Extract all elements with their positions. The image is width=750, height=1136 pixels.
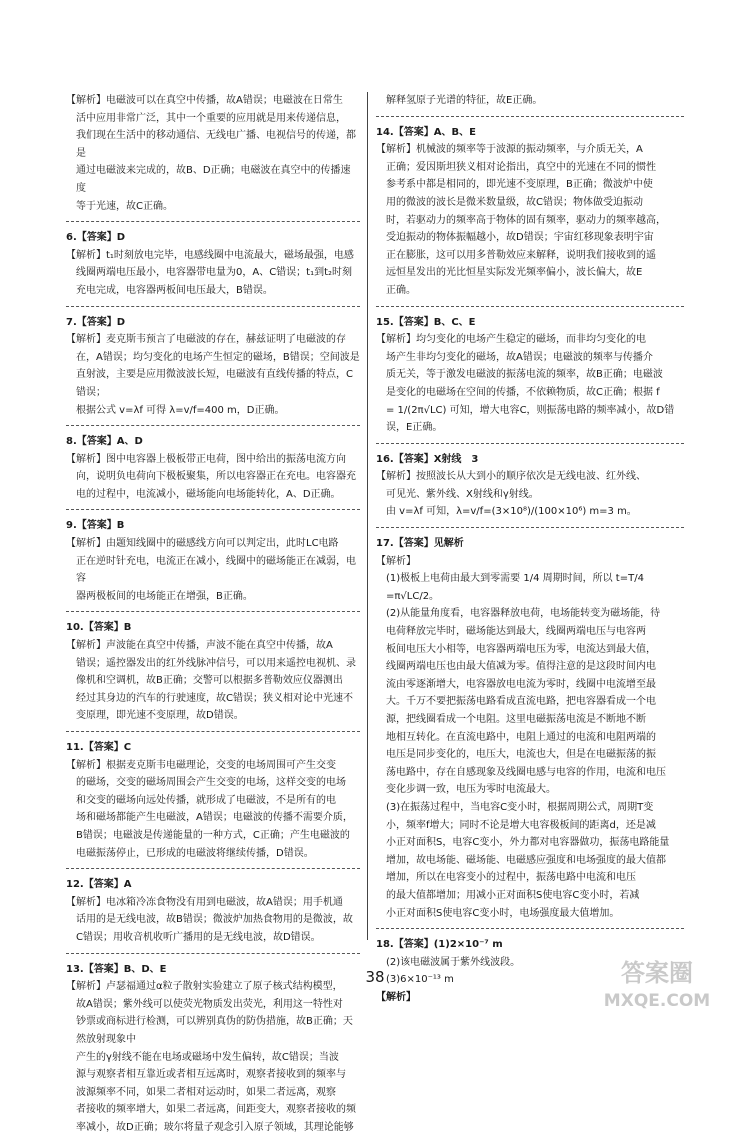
text-line: 向，说明负电荷向下极板聚集，所以电容器正在充电。电容器充 xyxy=(76,471,356,483)
text-line: 【解析】按照波长从大到小的顺序依次是无线电波、红外线、 xyxy=(376,471,646,483)
text-line: 产生的γ射线不能在电场或磁场中发生偏转，故C错误；当波 xyxy=(76,1051,339,1063)
entry xyxy=(66,517,360,605)
text-line: 小，频率f增大；同时不论是增大电容极板间的距离d，还是减 xyxy=(386,819,656,831)
answer-label: 17.【答案】见解析 xyxy=(376,538,464,550)
formula-line: (1)极板上电荷由最大到零需要 1/4 周期时间，所以 t=T/4 xyxy=(386,573,644,585)
text-line: 变化步调一致，电压为零时电流最大。 xyxy=(386,784,556,796)
dashed-separator xyxy=(376,527,684,528)
text-line: 【解析】麦克斯韦预言了电磁波的存在，赫兹证明了电磁波的存 xyxy=(66,334,346,346)
text-line: 的磁场，交变的磁场周围会产生交变的电场，这样交变的电场 xyxy=(76,777,346,789)
answer-label: 6.【答案】D xyxy=(66,232,126,244)
text-line: 受迫振动的物体振幅越小，故D错误；宇宙红移现象表明宇宙 xyxy=(386,232,654,244)
text-line: 【解析】 xyxy=(376,555,416,567)
text-line: 等于光速，故C正确。 xyxy=(76,200,173,212)
text-line: 增加，故电场能、磁场能、电磁感应强度和电场强度的最大值都 xyxy=(386,854,666,866)
text-line: 电压是同步变化的，电压大，电流也大，但是在电磁振荡的振 xyxy=(386,749,656,761)
text-line: 通过电磁波来完成的，故B、D正确；电磁波在真空中的传播速度 xyxy=(76,165,351,194)
analysis-label: 【解析】 xyxy=(376,991,416,1003)
page-number: 38 xyxy=(365,968,385,986)
text-line: 充电完成，电容器两板间电压最大，B错误。 xyxy=(76,284,273,296)
entry xyxy=(66,314,360,420)
entry xyxy=(66,619,360,725)
text-line: 正在逆时针充电，电流正在减小，线圈中的磁场能正在减弱，电容 xyxy=(76,555,356,585)
text-line: 正确；爱因斯坦狭义相对论指出，真空中的光速在不同的惯性 xyxy=(386,161,656,173)
text-line: 线圈两端电压最小，电容器带电量为0，A、C错误；t₁到t₂时刻 xyxy=(76,267,353,279)
entry xyxy=(66,433,360,503)
dashed-separator xyxy=(66,611,360,612)
dashed-separator xyxy=(66,425,360,426)
dashed-separator xyxy=(376,306,684,307)
text-line: 率减小，故D正确；玻尔将量子观念引入原子领域，其理论能够 xyxy=(76,1121,354,1133)
text-line: 器两极板间的电场能正在增强，B正确。 xyxy=(76,590,253,602)
text-line: 小正对面积S，电容C变小，外力都对电容器做功，振荡电路能量 xyxy=(386,837,670,849)
text-line: 【解析】图中电容器上极板带正电荷，图中给出的振荡电流方向 xyxy=(66,453,346,465)
text-line: 荡电路中，存在自感现象及线圈电感与电容的作用，电流和电压 xyxy=(386,766,666,778)
entry xyxy=(376,92,684,110)
dashed-separator xyxy=(376,443,684,444)
text-line: 【解析】机械波的频率等于波源的振动频率，与介质无关，A xyxy=(376,144,643,156)
column-divider xyxy=(367,92,368,940)
text-line: 钞票或商标进行检测，可以辨别真伪的防伪措施，故B正确；天然放射现象中 xyxy=(76,1016,353,1045)
text-line: 在，A错误；均匀变化的电场产生恒定的磁场，B错误；空间波是 xyxy=(76,351,360,363)
text-line: 像机和空调机，故B正确；交警可以根据多普勒效应仪器测出 xyxy=(76,675,343,687)
answer-label: 15.【答案】B、C、E xyxy=(376,316,476,328)
text-line: 电的过程中，电流减小，磁场能向电场能转化，A、D正确。 xyxy=(76,488,341,500)
text-line: 源与观察者相互靠近或者相互远离时，观察者接收到的频率与 xyxy=(76,1069,346,1081)
text-line: 大。千万不要把振荡电路看成直流电路，把电容器看成一个电 xyxy=(386,696,656,708)
entry xyxy=(66,229,360,299)
text-line: 电磁振荡停止，已形成的电磁波将继续传播，D错误。 xyxy=(76,847,314,859)
answer-label: 13.【答案】B、D、E xyxy=(66,963,167,975)
watermark-top-text: 答案圈 xyxy=(621,959,693,987)
entry xyxy=(376,314,684,437)
text-line: 参考系中都是相同的，即光速不变原理，B正确；微波炉中使 xyxy=(386,179,653,191)
text-line: 误，E正确。 xyxy=(386,422,443,434)
text-line: 变原理，即光速不变原理，故D错误。 xyxy=(76,710,244,722)
text-line: 我们现在生活中的移动通信、无线电广播、电视信号的传递，都是 xyxy=(76,130,356,159)
text-line: 话用的是无线电波，故B错误；微波炉加热食物用的是微波，故 xyxy=(76,914,353,926)
text-line: 解释氢原子光谱的特征，故E正确。 xyxy=(386,95,543,106)
text-line: 远恒星发出的光比恒星实际发光频率偏小，波长偏大，故E xyxy=(386,267,643,279)
text-line: 用的微波的波长是微米数量级，故C错误；物体做受迫振动 xyxy=(386,196,643,208)
text-line: (3)在振荡过程中，当电容C变小时，根据周期公式，周期T变 xyxy=(386,801,654,813)
text-line: 线圈两端电压也由最大值减为零。值得注意的是这段时间内电 xyxy=(386,661,656,673)
answer-label: 16.【答案】X射线 3 xyxy=(376,453,479,465)
dashed-separator xyxy=(376,116,684,117)
answer-label: 10.【答案】B xyxy=(66,622,132,634)
text-line: (2)该电磁波属于紫外线波段。 xyxy=(386,956,521,968)
dashed-separator xyxy=(66,868,360,869)
formula-line: 由 v=λf 可知，λ=v/f=(3×10⁸)/(100×10⁶) m=3 m。 xyxy=(386,506,637,518)
answer-label: 12.【答案】A xyxy=(66,879,132,891)
dashed-separator xyxy=(66,306,360,307)
text-line: 质无关，等于激发电磁波的振荡电流的频率，故B正确；电磁波 xyxy=(386,369,663,381)
dashed-separator xyxy=(376,928,684,929)
text-line: 电荷释放完毕时，磁场能达到最大，线圈两端电压与电容两 xyxy=(386,626,646,638)
text-line: 【解析】电冰箱冷冻食物没有用到电磁波，故A错误；用手机通 xyxy=(66,896,343,908)
entry xyxy=(66,961,360,1136)
watermark-bottom-text: MXQE.COM xyxy=(603,991,711,1011)
text-line: 时，若驱动力的频率高于物体的固有频率，驱动力的频率越高， xyxy=(386,214,666,226)
entry xyxy=(66,876,360,946)
text-line: 流由零逐渐增大，电容器放电电流为零时，线圈中电流增至最 xyxy=(386,678,656,690)
text-line: 场和磁场都能产生电磁波，A错误；电磁波的传播不需要介质， xyxy=(76,812,353,824)
text-line: 活中应用非常广泛，其中一个重要的应用就是用来传递信息， xyxy=(76,112,346,124)
text-line: 【解析】均匀变化的电场产生稳定的磁场，而非均匀变化的电 xyxy=(376,334,646,346)
text-line: 可见光、紫外线、X射线和γ射线。 xyxy=(386,488,539,500)
dashed-separator xyxy=(66,953,360,954)
answer-label: 18.【答案】(1)2×10⁻⁷ m xyxy=(376,939,503,951)
text-line: 和交变的磁场向远处传播，就形成了电磁波，不是所有的电 xyxy=(76,794,336,806)
text-line: 的最大值都增加；用减小正对面积S使电容C变小时，若减 xyxy=(386,889,640,901)
text-line: 小正对面积S使电容C变小时，电场强度最大值增加。 xyxy=(386,907,620,919)
formula-line: =π√LC/2。 xyxy=(386,590,440,602)
text-line: 根据公式 v=λf 可得 λ=v/f=400 m，D正确。 xyxy=(76,404,285,416)
text-line: 增加，所以在电容变小的过程中，振荡电路中电流和电压 xyxy=(386,872,636,884)
text-line: 板间电压大小相等，电容器两端电压为零，电流达到最大值， xyxy=(386,643,656,655)
text-line: 正确。 xyxy=(386,284,416,296)
text-line: 是变化的电磁场在空间的传播，不依赖物质，故C正确；根据 f xyxy=(386,386,660,398)
dashed-separator xyxy=(66,221,360,222)
formula-line: = 1/(2π√LC) 可知，增大电容C，则振荡电路的频率减小，故D错 xyxy=(386,404,675,416)
text-line: 故A错误；紫外线可以使荧光物质发出荧光，利用这一特性对 xyxy=(76,998,343,1010)
text-line: 【解析】声波能在真空中传播，声波不能在真空中传播，故A xyxy=(66,640,333,652)
site-watermark-logo xyxy=(598,951,716,1013)
text-line: 【解析】电磁波可以在真空中传播，故A错误；电磁波在日常生 xyxy=(66,95,343,106)
text-line: 【解析】卢瑟福通过α粒子散射实验建立了原子核式结构模型， xyxy=(66,981,343,993)
text-line: (2)从能量角度看，电容器释放电荷，电场能转变为磁场能，待 xyxy=(386,608,661,620)
text-line: B错误；电磁波是传递能量的一种方式，C正确；产生电磁波的 xyxy=(76,829,350,841)
entry xyxy=(376,124,684,300)
text-line: 错误；遥控器发出的红外线脉冲信号，可以用来遥控电视机、录 xyxy=(76,657,356,669)
text-line: (3)6×10⁻¹³ m xyxy=(386,974,454,986)
dashed-separator xyxy=(66,509,360,510)
text-line: 地相互转化。在直流电路中，电阻上通过的电流和电阻两端的 xyxy=(386,731,656,743)
text-line: 场产生非均匀变化的磁场，故A错误；电磁波的频率与传播介 xyxy=(386,351,653,363)
entry xyxy=(66,92,360,215)
text-line: 【解析】t₁时刻放电完毕，电感线圈中电流最大，磁场最强，电感 xyxy=(66,249,354,261)
right-column xyxy=(376,92,684,1007)
text-line: 【解析】根据麦克斯韦电磁理论，交变的电场周围可产生交变 xyxy=(66,759,336,771)
answer-label: 9.【答案】B xyxy=(66,520,125,532)
text-line: 波源频率不同，如果二者相对运动时，如果二者远离，观察 xyxy=(76,1086,336,1098)
text-line: 经过其身边的汽车的行驶速度，故C错误；狭义相对论中光速不 xyxy=(76,692,353,704)
text-line: 【解析】由题知线圈中的磁感线方向可以判定出，此时LC电路 xyxy=(66,538,339,550)
answer-label: 7.【答案】D xyxy=(66,316,126,328)
text-line: 正在膨胀，这可以用多普勒效应来解释，说明我们接收到的遥 xyxy=(386,249,656,261)
answer-label: 14.【答案】A、B、E xyxy=(376,126,476,138)
text-line: C错误；用收音机收听广播用的是无线电波，故D错误。 xyxy=(76,931,321,943)
entry xyxy=(376,451,684,521)
text-line: 源，把线圈看成一个电阻。这里电磁振荡电流是不断地不断 xyxy=(386,714,646,725)
dashed-separator xyxy=(66,731,360,732)
entry xyxy=(376,535,684,922)
answer-label: 8.【答案】A、D xyxy=(66,436,143,448)
text-line: 者接收的频率增大，如果二者远离，间距变大，观察者接收的频 xyxy=(76,1104,356,1116)
entry xyxy=(66,739,360,862)
answer-label: 11.【答案】C xyxy=(66,742,132,753)
text-line: 直射波，主要是应用微波波长短，电磁波有直线传播的特点，C错误； xyxy=(76,369,353,398)
